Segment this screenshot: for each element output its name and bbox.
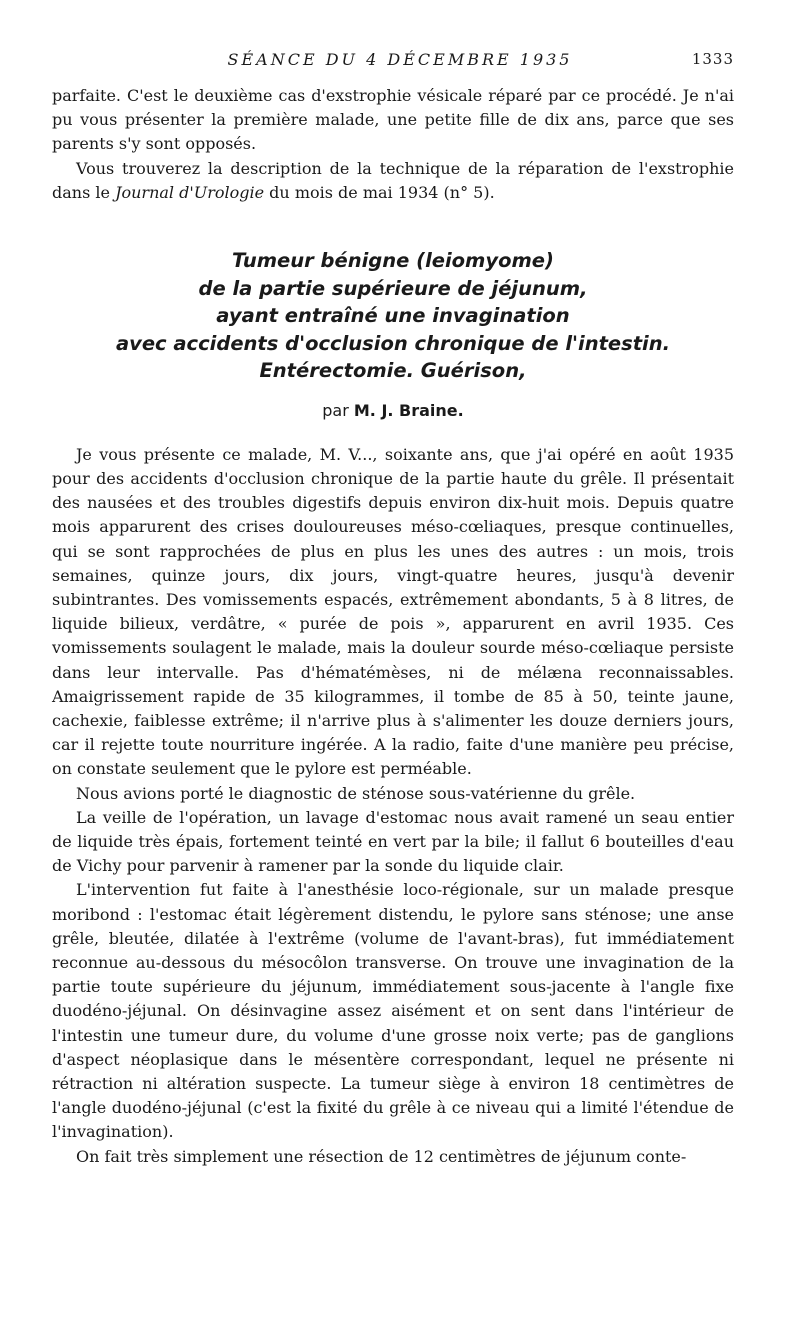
page-body xyxy=(52,84,734,1169)
journal-name: Journal d'Urologie xyxy=(115,182,265,202)
title-line: Entérectomie. Guérison, xyxy=(259,359,527,383)
article-title xyxy=(52,247,734,385)
body-paragraph-3: La veille de l'opération, un lavage d'estomac nous avait ramené un seau entier de liquide très épais, fortement teinté en vert par la bile; il fallut 6 bouteilles d'eau de Vichy pour parvenir à ramener par la sonde du liquide clair. xyxy=(52,807,734,876)
body-paragraph-2: Nous avions porté le diagnostic de sténose sous-vatérienne du grêle. xyxy=(76,783,636,803)
intro-paragraph-2 xyxy=(52,157,734,205)
running-title: SÉANCE DU 4 DÉCEMBRE 1935 xyxy=(227,50,573,69)
body-paragraph-4: L'intervention fut faite à l'anesthésie loco-régionale, sur un malade presque moribond : l'estomac était légèrement distendu, le pylore sans sténose; une anse grêle, bleutée, dilatée à l'extrême (volume de l'avant-bras), fut immédiatement reconnue au-dessous du mésocôlon transverse. On trouve une invagination de la partie toute supérieure du jéjunum, immédiatement sous-jacente à l'angle fixe duodéno-jéjunal. On désinvagine assez aisément et on sent dans l'intérieur de l'intestin une tumeur dure, du volume d'une grosse noix verte; pas de ganglions d'aspect néoplasique dans le mésentère correspondant, lequel ne présente ni rétraction ni altération suspecte. La tumeur siège à environ 18 centimètres de l'angle duodéno-jéjunal (c'est la fixité du grêle à ce niveau qui a limité l'étendue de l'invagination). xyxy=(52,880,734,1142)
title-line: ayant entraîné une invagination xyxy=(216,304,570,328)
running-head xyxy=(0,50,800,74)
title-line: Tumeur bénigne (leiomyome) xyxy=(232,249,554,273)
byline-prefix: par xyxy=(322,400,354,420)
byline xyxy=(52,399,734,423)
intro-p2-before: Vous trouverez la description de la technique de la réparation de l'exstrophie dans le xyxy=(52,158,734,202)
page-number: 1333 xyxy=(691,50,734,68)
body-paragraph-1: Je vous présente ce malade, M. V..., soixante ans, que j'ai opéré en août 1935 pour des accidents d'occlusion chronique de la partie haute du grêle. Il présentait des nausées et des troubles digestifs depuis environ dix-huit mois. Depuis quatre mois apparurent des crises douloureuses méso-cœliaques, presque continuelles, qui se sont rapprochées de plus en plus les unes des autres : un mois, trois semaines, quinze jours, dix jours, vingt-quatre heures, jusqu'à devenir subintrantes. Des vomissements espacés, extrêmement abondants, 5 à 8 litres, de liquide bilieux, verdâtre, « purée de pois », apparurent en avril 1935. Ces vomissements soulagent le malade, mais la douleur sourde méso-cœliaque persiste dans leur intervalle. Pas d'hématémèses, ni de mélæna reconnaissables. Amaigrissement rapide de 35 kilogrammes, il tombe de 85 à 50, teinte jaune, cachexie, faiblesse extrême; il n'arrive plus à s'alimenter les douze derniers jours, car il rejette toute nourriture ingérée. A la radio, faite d'une manière peu précise, on constate seulement que le pylore est perméable. xyxy=(52,444,734,779)
intro-p2-after: du mois de mai 1934 (n° 5). xyxy=(264,182,495,202)
author-name: M. J. Braine. xyxy=(353,400,464,420)
title-line: de la partie supérieure de jéjunum, xyxy=(198,276,588,300)
body-paragraph-5: On fait très simplement une résection de 12 centimètres de jéjunum conte- xyxy=(76,1146,687,1166)
title-line: avec accidents d'occlusion chronique de l'intestin. xyxy=(115,331,671,355)
intro-paragraph-1: parfaite. C'est le deuxième cas d'exstrophie vésicale réparé par ce procédé. Je n'ai pu vous présenter la première malade, une petite fille de dix ans, parce que ses parents s'y sont opposés. xyxy=(52,86,734,154)
